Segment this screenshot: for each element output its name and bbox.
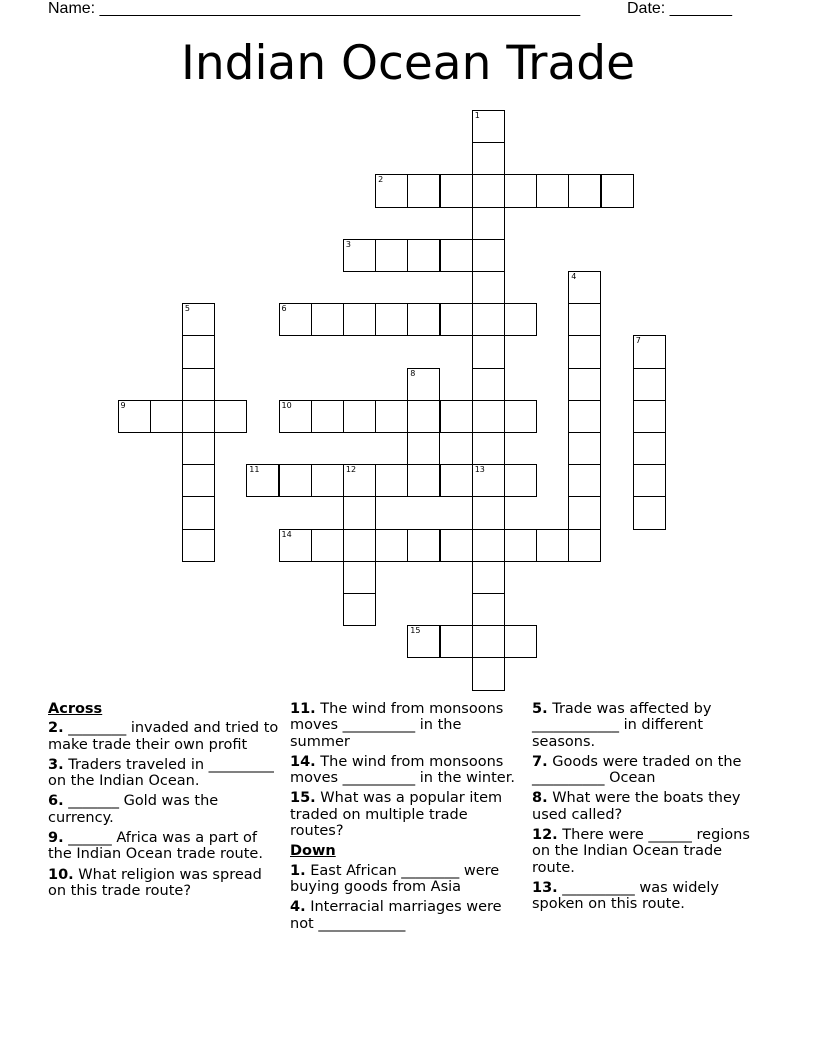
grid-cell[interactable] <box>440 400 473 433</box>
grid-cell[interactable] <box>214 400 247 433</box>
clues-column-3 <box>532 701 764 917</box>
grid-cell[interactable] <box>279 303 312 336</box>
clue-text: The wind from monsoons moves __________ in the summer <box>290 701 504 750</box>
clue-down-12 <box>532 827 764 876</box>
grid-cell[interactable] <box>472 110 505 143</box>
grid-cell[interactable] <box>472 593 505 626</box>
clue-number: 2. <box>48 720 64 737</box>
grid-cell[interactable] <box>182 400 215 433</box>
clue-number: 4. <box>290 899 306 916</box>
grid-cell[interactable] <box>472 432 505 465</box>
page-title: Indian Ocean Trade <box>180 36 636 91</box>
clue-down-5 <box>532 701 764 750</box>
clue-number: 12. <box>532 827 558 844</box>
grid-cell[interactable] <box>472 400 505 433</box>
clue-text: Interracial marriages were not ____________ <box>290 899 502 932</box>
grid-cell[interactable] <box>633 400 666 433</box>
grid-cell[interactable] <box>375 400 408 433</box>
grid-cell[interactable] <box>472 464 505 497</box>
cell-number: 12 <box>345 465 357 475</box>
clue-across-6 <box>48 793 280 826</box>
clue-down-13 <box>532 880 764 913</box>
clue-number: 10. <box>48 866 74 883</box>
grid-cell[interactable] <box>568 174 601 207</box>
cell-number: 13 <box>474 465 485 475</box>
grid-cell[interactable] <box>407 174 440 207</box>
grid-cell[interactable] <box>343 400 376 433</box>
cell-number: 1 <box>474 111 480 120</box>
grid-cell[interactable] <box>375 464 408 497</box>
grid-cell[interactable] <box>118 400 151 433</box>
clue-text: What religion was spread on this trade route? <box>48 866 262 899</box>
grid-cell[interactable] <box>407 625 440 658</box>
grid-cell[interactable] <box>536 529 569 562</box>
clue-text: East African ________ were buying goods from Asia <box>290 862 500 895</box>
grid-cell[interactable] <box>633 496 666 529</box>
cell-number: 4 <box>571 272 577 281</box>
grid-cell[interactable] <box>407 464 440 497</box>
clue-text: The wind from monsoons moves __________ in the winter. <box>290 753 515 787</box>
clues-column-1 <box>48 701 280 903</box>
clue-number: 14. <box>290 753 316 770</box>
clue-number: 6. <box>48 793 64 810</box>
cell-number: 6 <box>281 304 287 314</box>
clue-down-1 <box>290 863 522 896</box>
clue-text: ________ invaded and tried to make trade their own profit <box>48 720 279 753</box>
grid-cell[interactable] <box>504 174 537 207</box>
grid-cell[interactable] <box>311 303 344 336</box>
clue-text: There were ______ regions on the Indian Ocean trade route. <box>532 827 750 876</box>
clue-number: 7. <box>532 753 548 770</box>
cell-number: 8 <box>410 368 416 378</box>
clue-down-8 <box>532 790 764 823</box>
clue-number: 13. <box>532 879 558 896</box>
clue-across-10 <box>48 867 280 900</box>
grid-cell[interactable] <box>568 303 601 336</box>
clue-text: Goods were traded on the __________ Ocean <box>532 753 742 787</box>
grid-cell[interactable] <box>472 207 505 240</box>
grid-cell[interactable] <box>407 529 440 562</box>
cell-number: 11 <box>249 465 260 475</box>
grid-cell[interactable] <box>343 496 376 529</box>
grid-cell[interactable] <box>407 368 440 401</box>
name-field[interactable]: Name: ______________________________________________________ <box>48 0 581 17</box>
clue-number: 1. <box>290 862 306 879</box>
grid-cell[interactable] <box>182 368 215 401</box>
grid-cell[interactable] <box>279 529 312 562</box>
clue-across-9 <box>48 830 280 863</box>
grid-cell[interactable] <box>246 464 279 497</box>
grid-cell[interactable] <box>182 303 215 336</box>
grid-cell[interactable] <box>407 239 440 272</box>
grid-cell[interactable] <box>311 400 344 433</box>
grid-cell[interactable] <box>472 657 505 690</box>
grid-cell[interactable] <box>633 368 666 401</box>
grid-cell[interactable] <box>504 400 537 433</box>
grid-cell[interactable] <box>375 239 408 272</box>
grid-cell[interactable] <box>407 400 440 433</box>
grid-cell[interactable] <box>311 529 344 562</box>
grid-cell[interactable] <box>504 625 537 658</box>
grid-cell[interactable] <box>440 239 473 272</box>
cell-number: 3 <box>345 239 351 249</box>
cell-number: 5 <box>184 304 190 314</box>
grid-cell[interactable] <box>343 593 376 626</box>
grid-cell[interactable] <box>279 464 312 497</box>
clue-number: 5. <box>532 701 548 717</box>
clue-across-11 <box>290 701 522 750</box>
grid-cell[interactable] <box>343 303 376 336</box>
grid-cell[interactable] <box>407 303 440 336</box>
cell-number: 2 <box>378 175 384 185</box>
clue-text: ______ Africa was a part of the Indian Ocean trade route. <box>48 830 263 863</box>
clue-text: _______ Gold was the currency. <box>48 793 219 826</box>
grid-cell[interactable] <box>633 335 666 368</box>
cell-number: 10 <box>281 400 292 410</box>
clue-number: 8. <box>532 790 548 807</box>
clue-text: What were the boats they used called? <box>532 790 741 823</box>
clue-text: Trade was affected by ____________ in different seasons. <box>532 701 712 750</box>
grid-cell[interactable] <box>472 335 505 368</box>
clue-number: 9. <box>48 830 64 847</box>
clues-column-2 <box>290 701 522 936</box>
grid-cell[interactable] <box>504 303 537 336</box>
down-heading: Down <box>290 843 336 860</box>
grid-cell[interactable] <box>568 464 601 497</box>
grid-cell[interactable] <box>472 368 505 401</box>
across-heading: Across <box>48 701 103 717</box>
clue-number: 11. <box>290 701 316 717</box>
grid-cell[interactable] <box>504 464 537 497</box>
clue-across-2 <box>48 720 280 753</box>
clue-down-7 <box>532 754 764 787</box>
grid-cell[interactable] <box>568 496 601 529</box>
grid-cell[interactable] <box>472 239 505 272</box>
grid-cell[interactable] <box>472 174 505 207</box>
cell-number: 15 <box>410 626 421 636</box>
clue-down-4 <box>290 899 522 932</box>
grid-cell[interactable] <box>440 303 473 336</box>
grid-cell[interactable] <box>601 174 634 207</box>
grid-cell[interactable] <box>182 432 215 465</box>
grid-cell[interactable] <box>536 174 569 207</box>
grid-cell[interactable] <box>472 303 505 336</box>
grid-cell[interactable] <box>440 174 473 207</box>
grid-cell[interactable] <box>472 529 505 562</box>
date-field[interactable]: Date: _______ <box>627 0 732 17</box>
clue-across-14 <box>290 754 522 787</box>
grid-cell[interactable] <box>633 432 666 465</box>
grid-cell[interactable] <box>375 174 408 207</box>
grid-cell[interactable] <box>279 400 312 433</box>
grid-cell[interactable] <box>568 529 601 562</box>
grid-cell[interactable] <box>568 432 601 465</box>
grid-cell[interactable] <box>472 271 505 304</box>
grid-cell[interactable] <box>150 400 183 433</box>
grid-cell[interactable] <box>375 529 408 562</box>
grid-cell[interactable] <box>407 432 440 465</box>
grid-cell[interactable] <box>568 271 601 304</box>
grid-cell[interactable] <box>633 464 666 497</box>
grid-cell[interactable] <box>504 529 537 562</box>
cell-number: 9 <box>120 400 126 410</box>
grid-cell[interactable] <box>568 368 601 401</box>
grid-cell[interactable] <box>472 625 505 658</box>
grid-cell[interactable] <box>472 496 505 529</box>
grid-cell[interactable] <box>472 561 505 594</box>
grid-cell[interactable] <box>182 496 215 529</box>
grid-cell[interactable] <box>182 529 215 562</box>
clue-text: What was a popular item traded on multiple trade routes? <box>290 790 503 840</box>
clue-across-3 <box>48 757 280 790</box>
clue-number: 3. <box>48 756 64 773</box>
grid-cell[interactable] <box>343 529 376 562</box>
clue-text: __________ was widely spoken on this route. <box>532 879 719 913</box>
clue-text: Traders traveled in _________ on the Indian Ocean. <box>48 756 274 790</box>
cell-number: 7 <box>635 336 641 346</box>
grid-cell[interactable] <box>343 561 376 594</box>
grid-cell[interactable] <box>440 529 473 562</box>
grid-cell[interactable] <box>311 464 344 497</box>
grid-cell[interactable] <box>343 464 376 497</box>
grid-cell[interactable] <box>182 335 215 368</box>
grid-cell[interactable] <box>440 464 473 497</box>
grid-cell[interactable] <box>472 142 505 175</box>
clue-number: 15. <box>290 790 316 807</box>
cell-number: 14 <box>281 529 292 539</box>
clue-across-15 <box>290 790 522 839</box>
grid-cell[interactable] <box>568 400 601 433</box>
grid-cell[interactable] <box>182 464 215 497</box>
grid-cell[interactable] <box>440 625 473 658</box>
grid-cell[interactable] <box>375 303 408 336</box>
grid-cell[interactable] <box>343 239 376 272</box>
grid-cell[interactable] <box>568 335 601 368</box>
